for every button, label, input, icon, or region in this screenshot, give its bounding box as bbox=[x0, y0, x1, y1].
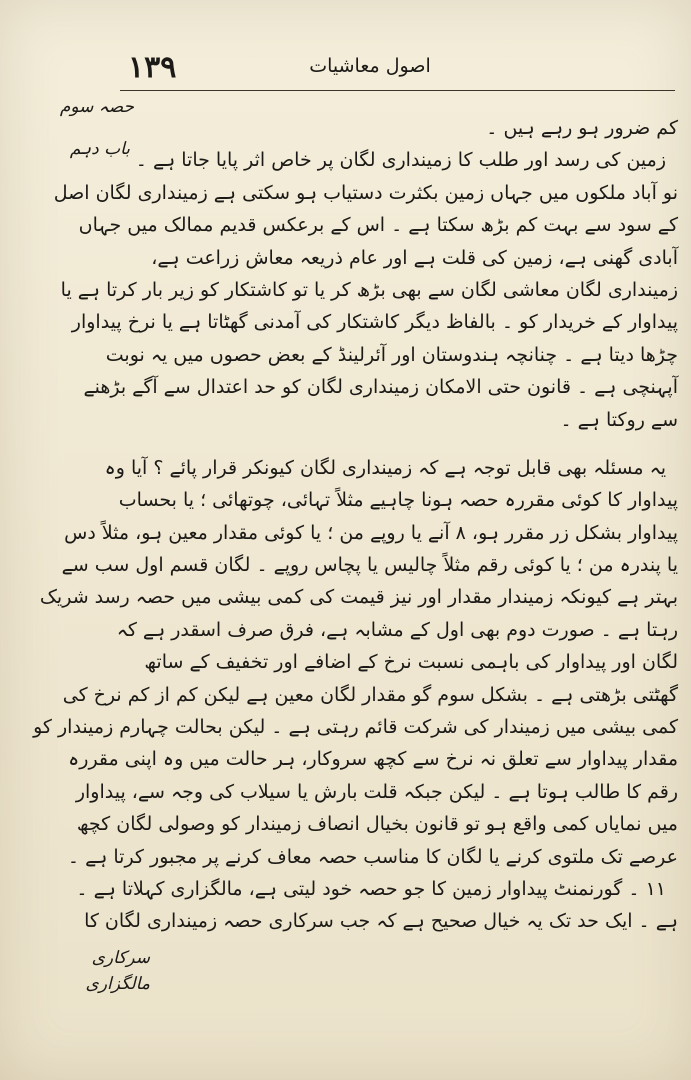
page-number: ۱۳۹ bbox=[128, 50, 177, 85]
text-line: یا پندرہ من ؛ یا کوئی رقم مثلاً چالیس یا پچاس روپے ۔ لگان قسم اول سب سے bbox=[61, 554, 678, 577]
margin-note-chapter: باب دہم bbox=[69, 139, 130, 159]
text-line: بہتر ہے کیونکہ زمیندار مقدار اور نیز قیمت کی کمی بیشی میں حصہ رسد شریک bbox=[39, 586, 678, 609]
text-line: کمی بیشی میں زمیندار کی شرکت قائم رہتی ہے ۔ لیکن بحالت چہارم زمیندار کو bbox=[33, 716, 678, 739]
text-line: ہے ۔ ایک حد تک یہ خیال صحیح ہے کہ جب سرکاری حصہ زمینداری لگان کا bbox=[84, 910, 678, 933]
text-line: آبادی گھنی ہے، زمین کی قلت ہے اور عام ذریعہ معاش زراعت ہے، bbox=[151, 246, 678, 269]
text-line: رہتا ہے ۔ صورت دوم بھی اول کے مشابہ ہے، فرق صرف اسقدر ہے کہ bbox=[116, 618, 678, 641]
text-line: یہ مسئلہ بھی قابل توجہ ہے کہ زمینداری لگان کیونکر قرار پائے ؟ آیا وہ bbox=[104, 456, 666, 479]
text-line: زمین کی رسد اور طلب کا زمینداری لگان پر خاص اثر پایا جاتا ہے ۔ bbox=[135, 149, 666, 172]
text-line: کے سود سے بہت کم بڑھ سکتا ہے ۔ اس کے برعکس قدیم ممالک میں جہاں bbox=[78, 214, 678, 237]
text-line: میں نمایاں کمی واقع ہو تو قانون بخیال انصاف زمیندار کو وصولی لگان کچھ bbox=[76, 813, 678, 836]
text-line: ۱۱ ۔ گورنمنٹ پیداوار زمین کا جو حصہ خود لیتی ہے، مالگزاری کہلاتا ہے ۔ bbox=[76, 877, 666, 900]
margin-note-sarkari: سرکاری bbox=[91, 948, 150, 968]
running-title: اصول معاشیات bbox=[309, 55, 431, 77]
margin-note-malguzari: مالگزاری bbox=[85, 974, 150, 994]
text-line: رقم کا طالب ہوتا ہے ۔ لیکن جبکہ قلت بارش یا سیلاب کی وجہ سے، پیداوار bbox=[75, 780, 678, 803]
text-line: نو آباد ملکوں میں جہاں زمین بکثرت دستیاب ہو سکتی ہے زمینداری لگان اصل bbox=[53, 181, 678, 204]
text-line: آپہنچی ہے ۔ قانون حتی الامکان زمینداری لگان کو حد اعتدال سے آگے بڑھنے bbox=[83, 376, 678, 399]
text-line: سے روکتا ہے ۔ bbox=[560, 408, 678, 431]
text-line: لگان اور پیداوار کی باہمی نسبت نرخ کے اضافے اور تخفیف کے ساتھ bbox=[144, 651, 678, 674]
text-line: پیداوار بشکل زر مقرر ہو، ۸ آنے یا روپے من ؛ یا کوئی مقدار معین ہو، مثلاً دس bbox=[64, 521, 678, 544]
text-line: پیداوار کا کوئی مقررہ حصہ ہونا چاہیے مثلاً تہائی، چوتھائی ؛ یا بحساب bbox=[118, 489, 678, 512]
text-line: گھٹتی بڑھتی ہے ۔ بشکل سوم گو مقدار لگان معین ہے لیکن کم از کم نرخ کی bbox=[62, 683, 678, 706]
text-line: عرصے تک ملتوی کرنے یا لگان کا مناسب حصہ معاف کرنے پر مجبور کرتا ہے ۔ bbox=[67, 845, 678, 868]
text-line: زمینداری لگان معاشی لگان سے بھی بڑھ کر یا تو کاشتکار کو زیر بار کرتا ہے یا bbox=[60, 278, 678, 301]
text-line: مقدار پیداوار سے تعلق نہ نرخ سے کچھ سروکار، ہر حالت میں وہ اپنی مقررہ bbox=[68, 748, 678, 771]
paragraph-gap bbox=[100, 436, 678, 452]
text-line: کم ضرور ہو رہے ہیں ۔ bbox=[486, 117, 678, 139]
text-line: چڑھا دیتا ہے ۔ چنانچہ ہندوستان اور آئرلینڈ کے بعض حصوں میں یہ نوبت bbox=[105, 343, 678, 366]
text-line: پیداوار کے خریدار کو ۔ بالفاظ دیگر کاشتکار کی آمدنی گھٹاتا ہے یا نرخ پیداوار bbox=[71, 311, 678, 334]
header-rule bbox=[120, 90, 675, 91]
margin-note-part: حصہ سوم bbox=[59, 97, 134, 117]
